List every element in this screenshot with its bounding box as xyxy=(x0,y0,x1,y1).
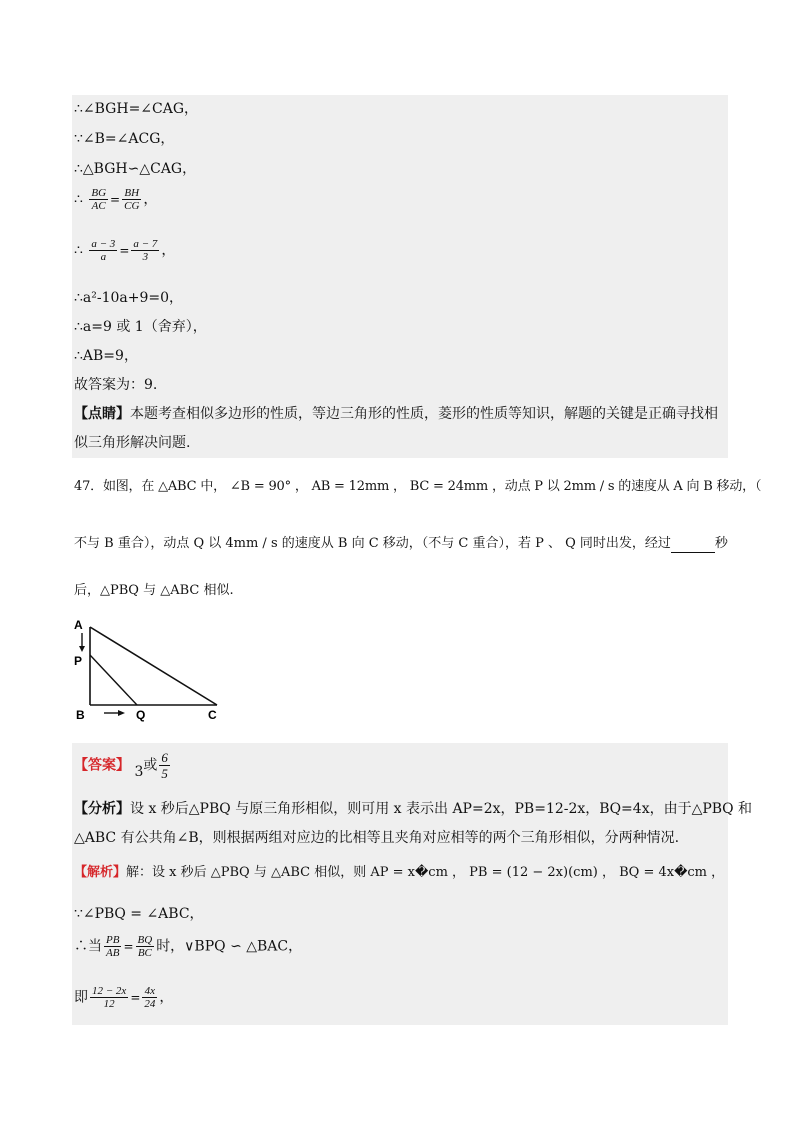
step-line: ∴△BGH∽△CAG， xyxy=(74,161,197,177)
triangle-figure xyxy=(72,615,232,725)
arrow-down-icon xyxy=(79,646,85,652)
arrow-right-icon xyxy=(118,710,125,716)
fraction: $\frac{12 - 2x}{12}$ xyxy=(92,985,127,1010)
answer-value: 3 xyxy=(134,763,144,780)
fraction: $\frac{a - 3}{a}$ xyxy=(91,238,116,263)
answer-line: 【答案】 3或 $\frac{6}{5}$ xyxy=(74,750,168,781)
fraction: $\frac{6}{5}$ xyxy=(161,750,168,781)
proportion-line: ∴ $\frac{a - 3}{a}$ = $\frac{a - 7}{3}$ ， xyxy=(74,238,176,263)
answer-panel xyxy=(72,743,728,1025)
answer-blank[interactable] xyxy=(671,538,715,553)
solution-tag: 【解析】 xyxy=(74,865,127,880)
proportion-line: ∴ $\frac{BG}{AC}$ = $\frac{BH}{CG}$ ， xyxy=(74,187,158,212)
label-P: P xyxy=(74,654,83,668)
question-text: 后，△PBQ 与 △ABC 相似. xyxy=(74,583,234,598)
fraction: $\frac{BH}{CG}$ xyxy=(124,187,140,212)
side-AC xyxy=(90,627,217,705)
question-text: 不与 B 重合），动点 Q 以 4mm / s 的速度从 B 向 C 移动，（不与 C 重合），若 P 、 Q 同时出发，经过 秒 xyxy=(74,536,728,551)
step-line: ∴∠BGH=∠CAG， xyxy=(74,101,199,117)
comment-line: 似三角形解决问题. xyxy=(74,435,191,451)
step-line: ∴a=9 或 1（舍弃）， xyxy=(74,319,207,335)
solution-line: ∵∠PBQ = ∠ABC， xyxy=(74,906,204,922)
solution-panel-top xyxy=(72,95,728,458)
comment-line: 【点睛】本题考查相似多边形的性质，等边三角形的性质，菱形的性质等知识，解题的关键是正确寻找相 xyxy=(74,406,718,422)
segment-PQ xyxy=(90,655,137,705)
analysis-tag: 【分析】 xyxy=(74,801,130,817)
analysis-line: 【分析】设 x 秒后△PBQ 与原三角形相似，则可用 x 表示出 AP=2x，PB=12-2x，BQ=4x，由于△PBQ 和 xyxy=(74,801,752,817)
solution-line: ∴当 $\frac{PB}{AB}$ = $\frac{BQ}{BC}$ 时，∨BPQ ∽ △BAC， xyxy=(74,934,303,959)
analysis-line: △ABC 有公共角∠B，则根据两组对应边的比相等且夹角对应相等的两个三角形相似，分两种情况. xyxy=(74,830,680,846)
answer-line: 故答案为：9. xyxy=(74,377,158,393)
label-C: C xyxy=(208,708,217,722)
comment-tag: 【点睛】 xyxy=(74,406,130,422)
fraction: $\frac{BG}{AC}$ xyxy=(91,187,107,212)
fraction: $\frac{4x}{24}$ xyxy=(144,985,156,1010)
step-line: ∴AB=9， xyxy=(74,348,138,364)
fraction: $\frac{BQ}{BC}$ xyxy=(137,934,153,959)
fraction: $\frac{a - 7}{3}$ xyxy=(133,238,158,263)
label-B: B xyxy=(76,708,85,722)
label-Q: Q xyxy=(136,708,146,722)
solution-line: 【解析】解：设 x 秒后 △PBQ 与 △ABC 相似，则 AP = x�cm ， PB = (12 − 2x)(cm) ， BQ = 4x�cm ， xyxy=(74,865,725,880)
question-text: 47．如图，在 △ABC 中， ∠B = 90° ， AB = 12mm ， BC = 24mm ，动点 P 以 2mm / s 的速度从 A 向 B 移动，（ xyxy=(74,479,762,494)
fraction: $\frac{PB}{AB}$ xyxy=(106,934,120,959)
label-A: A xyxy=(74,618,83,632)
step-line: ∵∠B=∠ACG， xyxy=(74,131,175,147)
step-line: ∴a²-10a+9=0， xyxy=(74,290,184,306)
answer-tag: 【答案】 xyxy=(74,757,130,774)
solution-line: 即 $\frac{12 - 2x}{12}$ = $\frac{4x}{24}$ ， xyxy=(74,985,174,1010)
